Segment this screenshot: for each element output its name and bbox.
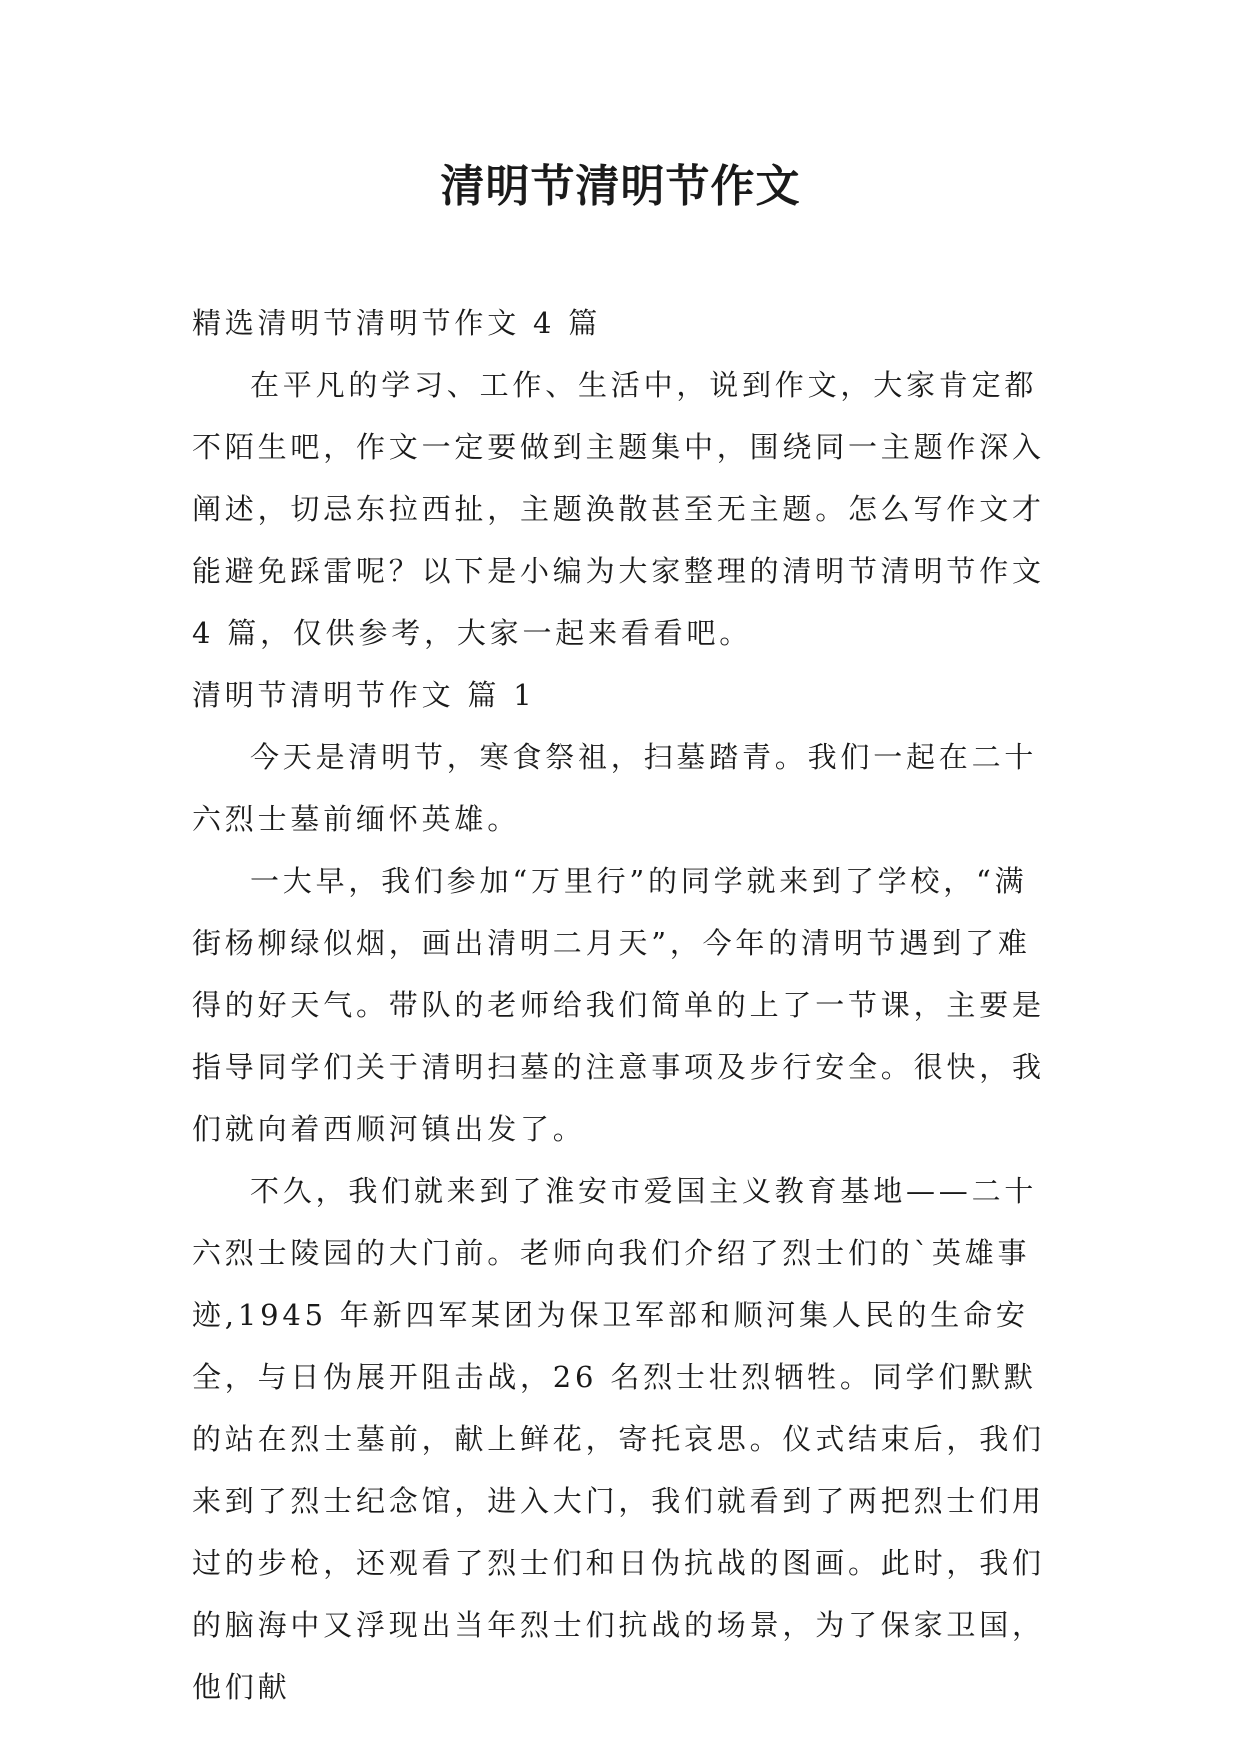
paragraph-2: 一大早，我们参加“万里行”的同学就来到了学校，“满街杨柳绿似烟，画出清明二月天”，今年的清明节遇到了难得的好天气。带队的老师给我们简单的上了一节课，主要是指导同学们关于清明扫墓的注意事项及步行安全。很快，我们就向着西顺河镇出发了。 [192,864,1045,1146]
paragraph-3: 不久，我们就来到了淮安市爱国主义教育基地——二十六烈士陵园的大门前。老师向我们介绍了烈士们的`英雄事迹,1945 年新四军某团为保卫军部和顺河集人民的生命安全，与日伪展开阻击战，26 名烈士壮烈牺牲。同学们默默的站在烈士墓前，献上鲜花，寄托哀思。仪式结束后，我们来到了烈士纪念馆，进入大门，我们就看到了两把烈士们用过的步枪，还观看了烈士们和日伪抗战的图画。此时，我们的脑海中又浮现出当年烈士们抗战的场景，为了保家卫国，他们献 [192,1174,1045,1704]
intro-paragraph: 在平凡的学习、工作、生活中，说到作文，大家肯定都不陌生吧，作文一定要做到主题集中，围绕同一主题作深入阐述，切忌东拉西扯，主题涣散甚至无主题。怎么写作文才能避免踩雷呢？以下是小编为大家整理的清明节清明节作文 4 篇，仅供参考，大家一起来看看吧。 [192,368,1045,650]
document-subtitle: 精选清明节清明节作文 4 篇 [192,306,602,340]
paragraph-1: 今天是清明节，寒食祭祖，扫墓踏青。我们一起在二十六烈士墓前缅怀英雄。 [192,740,1038,836]
section-heading: 清明节清明节作文 篇 1 [192,678,536,712]
page-title: 清明节清明节作文 [440,161,801,212]
document-body [192,292,1052,1718]
